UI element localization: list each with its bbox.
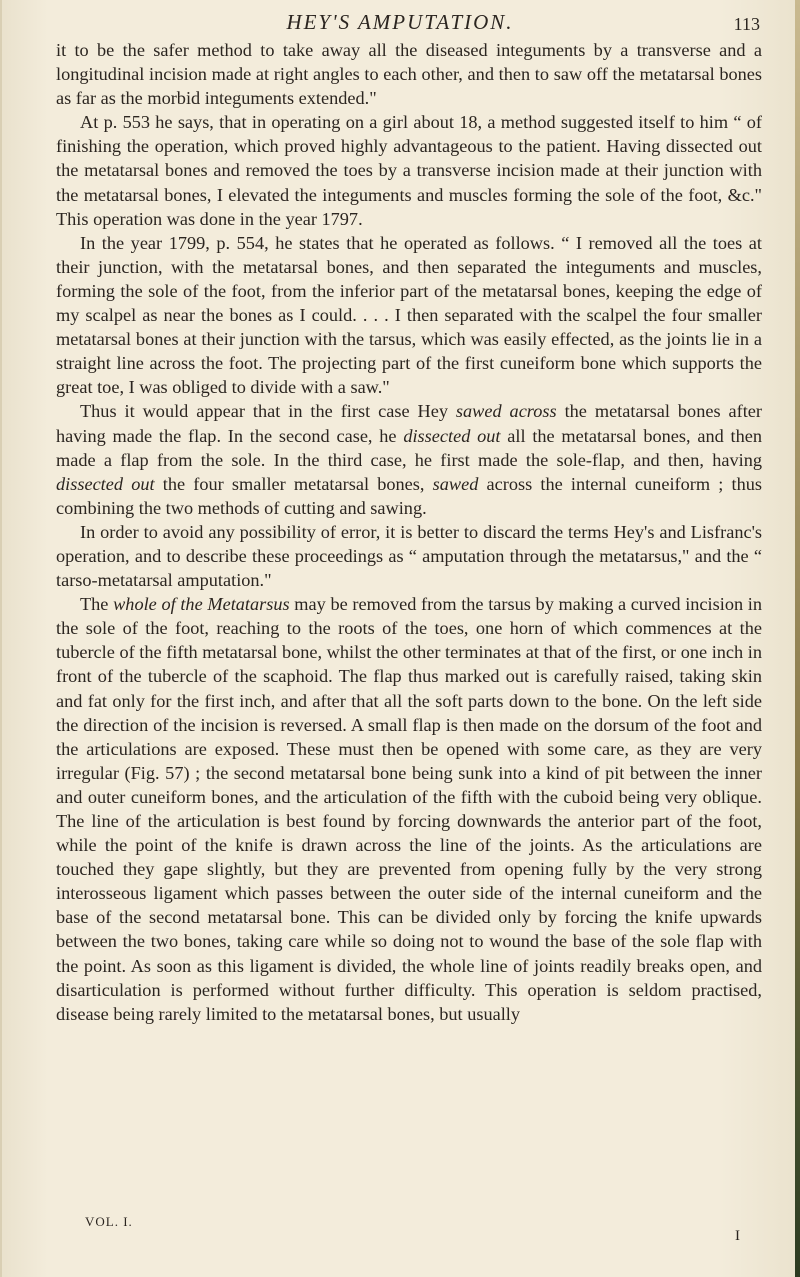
- paragraph: [56, 38, 762, 110]
- italic-text: dissected out: [403, 425, 501, 446]
- italic-text: sawed across: [455, 401, 557, 422]
- page-left-edge: [0, 0, 2, 1277]
- italic-text: sawed: [432, 473, 479, 494]
- running-head: HEY'S AMPUTATION.: [286, 10, 514, 34]
- text-run: the four smaller metatarsal bones,: [154, 473, 433, 494]
- paragraph: [56, 520, 762, 592]
- italic-text: dissected out: [56, 473, 155, 494]
- italic-text: whole of the Metatarsus: [113, 594, 290, 615]
- paragraph: [56, 399, 762, 519]
- body-text: [56, 38, 762, 1026]
- page-right-edge: [795, 0, 800, 1277]
- text-run: The: [80, 594, 114, 615]
- paragraph: [56, 231, 762, 400]
- signature-mark: I: [735, 1228, 740, 1244]
- text-run: In the year 1799, p. 554, he states that he operated as follows. “ I removed all the toes at their junction, with the metatarsal bones, and then separated the integuments and muscles, forming the sole of the foot, from the inferior part of the metatarsal bones, keeping the edge of my scalpel as near the bones as I could. . . . I then separated with the scalpel the four smaller metatarsal bones at their junction with the tarsus, which was easily effected, as the joints lie in a straight line across the foot. The projecting part of the first cuneiform bone which supports the great toe, I was obliged to divide with a saw.": [56, 232, 762, 398]
- page-footer: [0, 1214, 800, 1254]
- paragraph: [56, 592, 762, 1026]
- page-header: [0, 10, 800, 40]
- volume-label: VOL. I.: [85, 1214, 133, 1229]
- text-run: all the metatarsal bones, and then made a flap from the sole. In the third case, he first made the sole-flap, and then, having: [56, 425, 762, 470]
- text-run: Thus it would appear that in the first case Hey: [80, 401, 456, 422]
- text-run: across the internal cuneiform ; thus combining the two methods of cutting and sawing.: [56, 473, 762, 518]
- text-run: it to be the safer method to take away all the diseased integuments by a transverse and a longitudinal incision made at right angles to each other, and then to saw off the metatarsal bones as far as the morbid integuments extended.": [56, 40, 762, 109]
- text-run: the metatarsal bones after having made the flap. In the second case, he: [56, 401, 762, 446]
- text-run: At p. 553 he says, that in operating on a girl about 18, a method suggested itself to him “ of finishing the operation, which proved highly advantageous to the patient. Having dissected out the metatarsal bones and removed the toes by a transverse incision made at their junction with the metatarsal bones, I elevated the integuments and muscles forming the sole of the foot, &c." This operation was done in the year 1797.: [56, 112, 762, 229]
- text-run: In order to avoid any possibility of error, it is better to discard the terms Hey's and Lisfranc's operation, and to describe these proceedings as “ amputation through the metatarsus," and the “ tarso-metatarsal amputation.": [56, 521, 762, 591]
- text-run: may be removed from the tarsus by making a curved incision in the sole of the foot, reaching to the roots of the toes, one horn of which commences at the tubercle of the fifth metatarsal bone, whilst the other terminates at that of the first, or one inch in front of the tubercle of the scaphoid. The flap thus marked out is carefully raised, taking skin and fat only for the first inch, and after that all the soft parts down to the bone. On the left side the direction of the incision is reversed. A small flap is then made on the dorsum of the foot and the articulations are exposed. These must then be opened with some care, as they are very irregular (Fig. 57) ; the second metatarsal bone being sunk into a kind of pit between the inner and outer cuneiform bones, and the articulation of the fifth with the cuboid being very oblique. The line of the articulation is best found by forcing downwards the anterior part of the foot, while the point of the knife is drawn across the line of the joints. As the articulations are touched they gape slightly, but they are prevented from opening fully by the very strong interosseous ligament which passes between the outer side of the internal cuneiform and the base of the second metatarsal bone. This can be divided only by forcing the knife upwards between the two bones, taking care while so doing not to wound the base of the sole flap with the point. As soon as this ligament is divided, the whole line of joints readily breaks open, and disarticulation is performed without further difficulty. This operation is seldom practised, disease being rarely limited to the metatarsal bones, but usually: [56, 594, 762, 1024]
- page-number: 113: [733, 14, 760, 34]
- paragraph: [56, 110, 762, 230]
